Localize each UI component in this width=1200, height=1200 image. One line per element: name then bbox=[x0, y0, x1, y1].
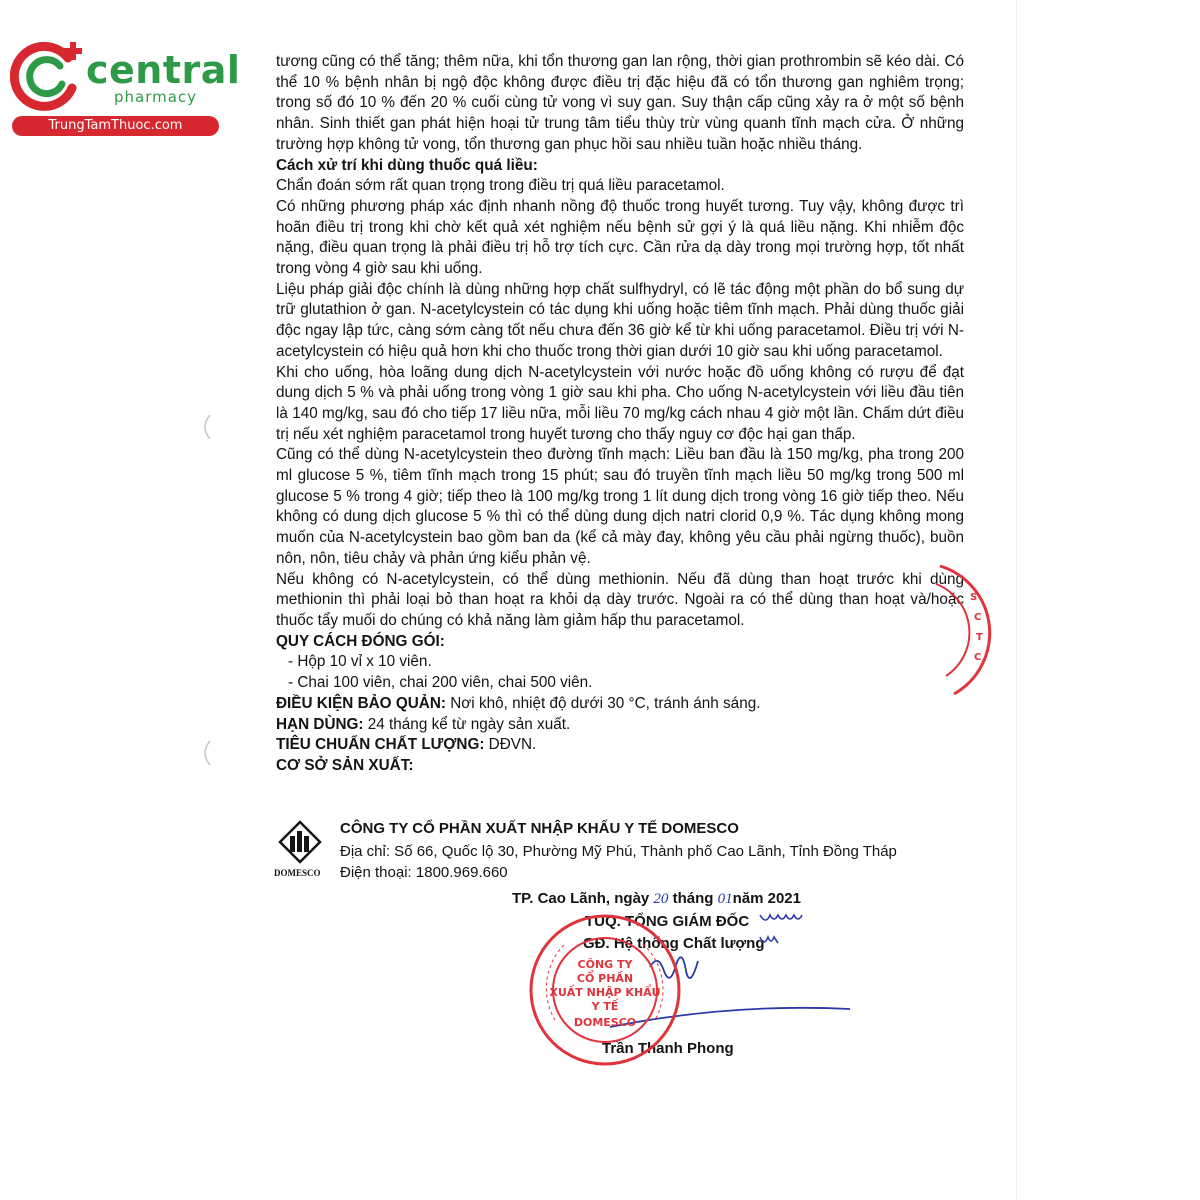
storage-value: Nơi khô, nhiệt độ dưới 30 °C, tránh ánh sáng. bbox=[445, 694, 761, 712]
svg-text:C: C bbox=[974, 612, 982, 623]
svg-text:S: S bbox=[970, 592, 978, 603]
standard-value: DĐVN. bbox=[484, 736, 537, 754]
date-prefix: TP. Cao Lãnh, ngày bbox=[512, 890, 650, 907]
paragraph: Khi cho uống, hòa loãng dung dịch N-acetylcystein với nước hoặc đồ uống không có rượu để đạt dung dịch 5 % và phải uống trong vòng 1 giờ sau khi pha. Cho uống N-acetylcystein với liều đầu tiên là 140 mg/kg, sau đó cho tiếp 17 liều nữa, mỗi liều 70 mg/kg cách nhau 4 giờ một lần. Chấm dứt điều trị nếu xét nghiệm paracetamol trong huyết tương cho thấy nguy cơ độc hại gan thấp. bbox=[276, 363, 964, 443]
svg-text:CỔ PHẦN: CỔ PHẦN bbox=[576, 972, 634, 985]
svg-text:CÔNG TY: CÔNG TY bbox=[577, 958, 633, 971]
svg-text:DOMESCO: DOMESCO bbox=[573, 1016, 637, 1029]
svg-text:C: C bbox=[974, 652, 982, 663]
company-phone: Điện thoại: 1800.969.660 bbox=[340, 864, 508, 881]
page-stamp-icon bbox=[930, 560, 994, 700]
watermark-brand: central bbox=[86, 48, 241, 92]
page-edge-line bbox=[1016, 0, 1017, 1200]
manufacturer-block bbox=[272, 820, 912, 884]
storage-line bbox=[276, 694, 964, 715]
paragraph: Có những phương pháp xác định nhanh nồng độ thuốc trong huyết tương. Tuy vậy, không được trì hoãn điều trị trong khi chờ kết quả xét nghiệm nếu bệnh sử gợi ý là quá liều nặng. Khi nhiễm độc nặng, điều quan trọng là phải điều trị hỗ trợ tích cực. Cần rửa dạ dày trong mọi trường hợp, tốt nhất trong vòng 4 giờ sau khi uống. bbox=[276, 197, 964, 278]
paragraph: tương cũng có thể tăng; thêm nữa, khi tổn thương gan lan rộng, thời gian prothrombin sẽ kéo dài. Có thể 10 % bệnh nhân bị ngộ độc không được điều trị đặc hiệu đã có tổn thương gan nghiêm trọng; trong số đó 10 % đến 20 % cuối cùng tử vong vì suy gan. Suy thận cấp cũng xảy ra ở một số bệnh nhân. Sinh thiết gan phát hiện hoại tử trung tâm tiểu thùy trừ vùng quanh tĩnh mạch cửa. Ở những trường hợp không tử vong, tổn thương gan phục hồi sau nhiều tuần hoặc nhiều tháng. bbox=[276, 53, 964, 153]
position-title: GĐ. Hệ thống Chất lượng bbox=[583, 935, 765, 952]
paragraph: Cũng có thể dùng N-acetylcystein theo đường tĩnh mạch: Liều ban đầu là 150 mg/kg, pha trong 200 ml glucose 5 %, tiêm tĩnh mạch trong 15 phút; sau đó truyền tĩnh mạch liều 50 mg/kg trong 500 ml glucose 5 % trong 4 giờ; tiếp theo là 100 mg/kg trong 1 lít dung dịch trong vòng 16 giờ tiếp theo. Nếu không có dung dịch glucose 5 % thì có thể dùng dung dịch natri clorid 0,9 %. Tác dụng không mong muốn của N-acetylcystein bao gồm ban da (kể cả mày đay, không yêu cầu phải ngừng thuốc), buồn nôn, nôn, tiêu chảy và phản ứng kiểu phản vệ. bbox=[276, 446, 964, 567]
date-year: năm 2021 bbox=[732, 890, 801, 907]
svg-text:Y TẾ: Y TẾ bbox=[591, 1000, 619, 1013]
watermark-site: TrungTamThuoc.com bbox=[12, 116, 219, 136]
binder-hole-icon bbox=[196, 738, 220, 768]
leaflet-body bbox=[276, 52, 964, 777]
svg-text:T: T bbox=[976, 632, 983, 643]
authorization-title: TUQ. TỔNG GIÁM ĐỐC bbox=[585, 913, 750, 930]
paragraph: Liệu pháp giải độc chính là dùng những hợp chất sulfhydryl, có lẽ tác động một phần do bổ sung dự trữ glutathion ở gan. N-acetylcystein có tác dụng khi uống hoặc tiêm tĩnh mạch. Phải dùng thuốc giải độc ngay lập tức, càng sớm càng tốt nếu chưa đến 36 giờ kể từ khi uống paracetamol. Điều trị với N-acetylcystein có hiệu quả hơn khi cho thuốc trong thời gian dưới 10 giờ sau khi uống paracetamol. bbox=[276, 280, 964, 360]
paragraph: Chẩn đoán sớm rất quan trọng trong điều trị quá liều paracetamol. bbox=[276, 177, 725, 195]
watermark-sub: pharmacy bbox=[114, 88, 198, 106]
standard-line bbox=[276, 735, 964, 756]
packaging-item: - Hộp 10 vỉ x 10 viên. bbox=[288, 653, 432, 671]
packaging-heading: QUY CÁCH ĐÓNG GÓI: bbox=[276, 632, 445, 650]
packaging-item: - Chai 100 viên, chai 200 viên, chai 500 viên. bbox=[288, 674, 593, 692]
date-month-label: tháng bbox=[672, 890, 714, 907]
overdose-heading: Cách xử trí khi dùng thuốc quá liều: bbox=[276, 156, 538, 174]
date-day: 20 bbox=[653, 891, 669, 907]
pharmacy-logo-icon bbox=[10, 36, 90, 116]
standard-label: TIÊU CHUẨN CHẤT LƯỢNG: bbox=[276, 736, 485, 754]
expiry-value: 24 tháng kể từ ngày sản xuất. bbox=[363, 715, 571, 733]
facility-heading: CƠ SỞ SẢN XUẤT: bbox=[276, 756, 414, 774]
date-month: 01 bbox=[717, 891, 733, 907]
signer-name: Trần Thanh Phong bbox=[602, 1040, 734, 1057]
paragraph: Nếu không có N-acetylcystein, có thể dùng methionin. Nếu đã dùng than hoạt trước khi dùng methionin thì phải loại bỏ than hoạt ra khỏi dạ dày trước. Ngoài ra có thể dùng than hoạt và/hoặc thuốc tẩy muối do chúng có khả năng làm giảm hấp thu paracetamol. bbox=[276, 570, 964, 629]
expiry-line bbox=[276, 715, 964, 736]
domesco-logo-icon bbox=[278, 820, 322, 866]
binder-hole-icon bbox=[196, 412, 220, 442]
company-address: Địa chỉ: Số 66, Quốc lộ 30, Phường Mỹ Phú, Thành phố Cao Lãnh, Tỉnh Đồng Tháp bbox=[340, 843, 897, 860]
company-stamp-icon bbox=[525, 910, 685, 1070]
svg-text:XUẤT NHẬP KHẨU: XUẤT NHẬP KHẨU bbox=[549, 986, 661, 999]
expiry-label: HẠN DÙNG: bbox=[276, 715, 364, 733]
watermark-logo bbox=[10, 36, 241, 136]
domesco-logo-label: DOMESCO bbox=[274, 868, 321, 878]
company-name: CÔNG TY CỔ PHẦN XUẤT NHẬP KHẨU Y TẾ DOMESCO bbox=[340, 820, 739, 837]
storage-label: ĐIỀU KIỆN BẢO QUẢN: bbox=[276, 694, 446, 712]
